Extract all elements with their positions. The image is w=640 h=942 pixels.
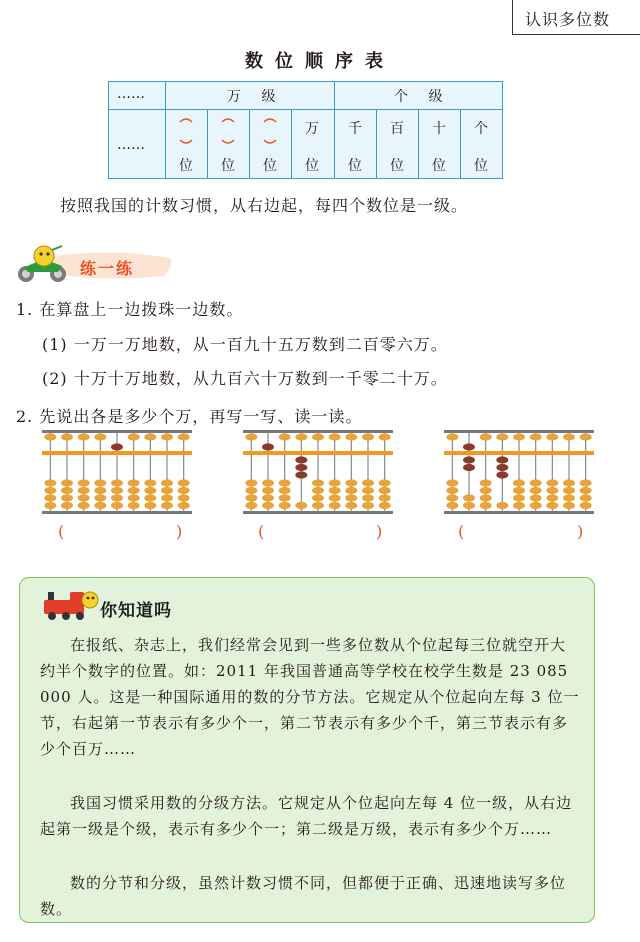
abacus-lower-bead [530,487,542,494]
table-head-dots: …… [117,86,145,102]
abacus-upper-bead [463,443,475,450]
abacus-upper-bead [245,433,257,440]
train-icon [40,586,100,622]
abacus-upper-bead [496,433,508,440]
section-header-tag [512,0,640,35]
abacus-upper-bead [78,433,90,440]
abacus-lower-bead [128,479,140,486]
abacus-lower-bead [61,479,73,486]
abacus-lower-bead [446,502,458,509]
abacus-lower-bead [563,479,575,486]
abacus-lower-bead [362,487,374,494]
abacus-lower-bead [128,502,140,509]
abacus-lower-bead [144,494,156,501]
abacus-upper-bead [362,433,374,440]
wan-level-header: 万 级 [227,89,284,105]
abacus-lower-bead [546,494,558,501]
abacus-lower-bead [312,487,324,494]
place-value-table [108,81,503,179]
abacus-lower-bead [345,479,357,486]
abacus-lower-bead [345,502,357,509]
place-name: 个 [474,121,488,137]
abacus-lower-bead [262,502,274,509]
answer-open-paren: ( [258,522,265,541]
abacus-lower-bead [329,487,341,494]
abacus-lower-bead [178,494,190,501]
abacus-upper-bead [530,433,542,440]
abacus-lower-bead [312,502,324,509]
know-paragraph-1: 在报纸、杂志上，我们经常会见到一些多位数从个位起每三位就空开大约半个数字的位置。如：2011 年我国普通高等学校在校学生数是 23 085 000 人。这是一种国际通用的数的分节方法。它规定从个位起向左每 3 位一节，右起第一节表示有多少个一，第二节表示有多少个千，第三节表示有多少个百万…… [40,636,580,758]
abacus-lower-bead [546,487,558,494]
abacus-lower-bead [111,494,123,501]
abacus-lower-bead [446,479,458,486]
abacus-lower-bead [295,471,307,478]
abacus-lower-bead [279,487,291,494]
place-cell-qian [334,110,376,178]
abacus-lower-bead [463,502,475,509]
abacus-upper-bead [61,433,73,440]
place-name: 万 [305,121,319,137]
abacus-lower-bead [245,502,257,509]
abacus-lower-bead [496,464,508,471]
section-title: 认识多位数 [525,10,611,29]
abacus-lower-bead [480,479,492,486]
abacus-upper-bead [513,433,525,440]
place-suffix: 位 [179,158,193,174]
abacus-lower-bead [262,479,274,486]
answer-close-paren: ) [176,522,183,541]
abacus-lower-bead [61,494,73,501]
abacus-lower-bead [513,479,525,486]
abacus-lower-bead [262,487,274,494]
abacus-lower-bead [111,479,123,486]
abacus-lower-bead [362,494,374,501]
abacus-lower-bead [44,494,56,501]
abacus-lower-bead [94,502,106,509]
abacus-lower-bead [446,494,458,501]
abacus-upper-bead [329,433,341,440]
blank-place-cell [249,110,291,178]
abacus-upper-bead [345,433,357,440]
question-1a: (1) 一万一万地数，从一百九十五万数到二百零六万。 [42,335,448,354]
abacus-lower-bead [379,502,391,509]
abacus-lower-bead [161,502,173,509]
abacus-lower-bead [329,479,341,486]
counting-rule-note: 按照我国的计数习惯，从右边起，每四个数位是一级。 [60,196,469,215]
abacus-lower-bead [379,479,391,486]
abacus-upper-bead [580,433,592,440]
abacus-upper-bead [446,433,458,440]
abacus-lower-bead [580,487,592,494]
abacus-lower-bead [480,502,492,509]
place-suffix: 位 [432,158,446,174]
question-1: 1. 在算盘上一边拨珠一边数。 [16,300,244,319]
abacus-lower-bead [513,494,525,501]
blank-bracket [220,116,236,142]
abacus-lower-bead [580,494,592,501]
abacus-upper-bead [312,433,324,440]
place-name: 十 [432,121,446,137]
question-1b: (2) 十万十万地数，从九百六十万数到一千零二十万。 [42,369,448,388]
abacus-upper-bead [546,433,558,440]
answer-open-paren: ( [58,522,65,541]
know-paragraph-2: 我国习惯采用数的分级方法。它规定从个位起向左每 4 位一级，从右边起第一级是个级，表示有多少个一；第二级是万级，表示有多少个万…… [40,794,573,838]
abacus-lower-bead [563,494,575,501]
abacus-lower-bead [144,487,156,494]
abacus-lower-bead [329,502,341,509]
abacus-lower-bead [111,502,123,509]
abacus-lower-bead [178,502,190,509]
abacus-lower-bead [480,487,492,494]
abacus-lower-bead [496,471,508,478]
know-paragraph-3: 数的分节和分级，虽然计数习惯不同，但都便于正确、迅速地读写多位数。 [40,874,567,918]
blank-place-cell [207,110,249,178]
abacus-lower-bead [245,479,257,486]
abacus-lower-bead [78,479,90,486]
abacus-lower-bead [245,494,257,501]
abacus-lower-bead [161,494,173,501]
abacus-upper-bead [563,433,575,440]
abacus-lower-bead [279,502,291,509]
table-title: 数位顺序表 [245,51,395,72]
did-you-know-title: 你知道吗 [100,601,172,621]
abacus-upper-bead [279,433,291,440]
place-name: 千 [348,121,362,137]
abacus-lower-bead [345,487,357,494]
abacus-lower-bead [496,456,508,463]
abacus-lower-bead [580,479,592,486]
abacus-upper-bead [128,433,140,440]
abacus-lower-bead [546,502,558,509]
abacus-lower-bead [78,502,90,509]
abacus-lower-bead [262,494,274,501]
place-suffix: 位 [305,158,319,174]
abacus-beam [444,451,594,455]
abacus-lower-bead [513,502,525,509]
abacus-upper-bead [262,443,274,450]
abacus-lower-bead [580,502,592,509]
abacus-lower-bead [144,502,156,509]
place-suffix: 位 [348,158,362,174]
place-cell-wan [291,110,333,178]
abacus-lower-bead [530,502,542,509]
abacus-lower-bead [245,487,257,494]
abacus-lower-bead [144,479,156,486]
abacus-lower-bead [312,479,324,486]
abacus-1 [42,427,192,519]
abacus-lower-bead [563,487,575,494]
blank-bracket [178,116,194,142]
abacus-lower-bead [480,494,492,501]
place-cell-shi [418,110,460,178]
abacus-lower-bead [530,494,542,501]
abacus-lower-bead [463,464,475,471]
abacus-lower-bead [362,479,374,486]
place-suffix: 位 [474,158,488,174]
abacus-lower-bead [161,487,173,494]
abacus-lower-bead [379,487,391,494]
abacus-upper-bead [295,433,307,440]
abacus-lower-bead [446,487,458,494]
abacus-lower-bead [379,494,391,501]
place-suffix: 位 [390,158,404,174]
ge-level-header: 个 级 [394,89,451,105]
abacus-upper-bead [480,433,492,440]
answer-open-paren: ( [458,522,465,541]
abacus-lower-bead [61,487,73,494]
abacus-lower-bead [345,494,357,501]
abacus-lower-bead [295,456,307,463]
abacus-lower-bead [61,502,73,509]
practice-title: 练一练 [80,259,135,278]
abacus-lower-bead [530,479,542,486]
abacus-lower-bead [128,487,140,494]
abacus-lower-bead [295,502,307,509]
abacus-lower-bead [329,494,341,501]
abacus-lower-bead [513,487,525,494]
abacus-lower-bead [128,494,140,501]
table-row-dots: …… [117,137,145,153]
abacus-lower-bead [44,487,56,494]
place-cell-bai [376,110,418,178]
question-2: 2. 先说出各是多少个万，再写一写、读一读。 [16,407,363,426]
abacus-upper-bead [94,433,106,440]
abacus-lower-bead [546,479,558,486]
abacus-lower-bead [279,479,291,486]
abacus-upper-bead [44,433,56,440]
abacus-lower-bead [94,487,106,494]
abacus-lower-bead [463,494,475,501]
abacus-lower-bead [563,502,575,509]
place-suffix: 位 [263,158,277,174]
abacus-lower-bead [44,479,56,486]
abacus-lower-bead [496,502,508,509]
abacus-lower-bead [94,479,106,486]
abacus-upper-bead [111,443,123,450]
abacus-beam [42,451,192,455]
abacus-lower-bead [161,479,173,486]
abacus-beam [243,451,393,455]
abacus-upper-bead [178,433,190,440]
abacus-2 [243,427,393,519]
abacus-3 [444,427,594,519]
abacus-lower-bead [44,502,56,509]
answer-close-paren: ) [577,522,584,541]
abacus-upper-bead [161,433,173,440]
abacus-lower-bead [463,456,475,463]
blank-bracket [262,116,278,142]
abacus-lower-bead [279,494,291,501]
answer-close-paren: ) [376,522,383,541]
abacus-upper-bead [144,433,156,440]
abacus-lower-bead [78,494,90,501]
abacus-lower-bead [111,487,123,494]
place-name: 百 [390,121,404,137]
abacus-lower-bead [295,464,307,471]
blank-place-cell [165,110,207,178]
abacus-lower-bead [312,494,324,501]
abacus-lower-bead [78,487,90,494]
place-suffix: 位 [221,158,235,174]
abacus-lower-bead [178,479,190,486]
abacus-upper-bead [379,433,391,440]
abacus-lower-bead [94,494,106,501]
abacus-lower-bead [362,502,374,509]
place-cell-ge [460,110,502,178]
abacus-lower-bead [178,487,190,494]
